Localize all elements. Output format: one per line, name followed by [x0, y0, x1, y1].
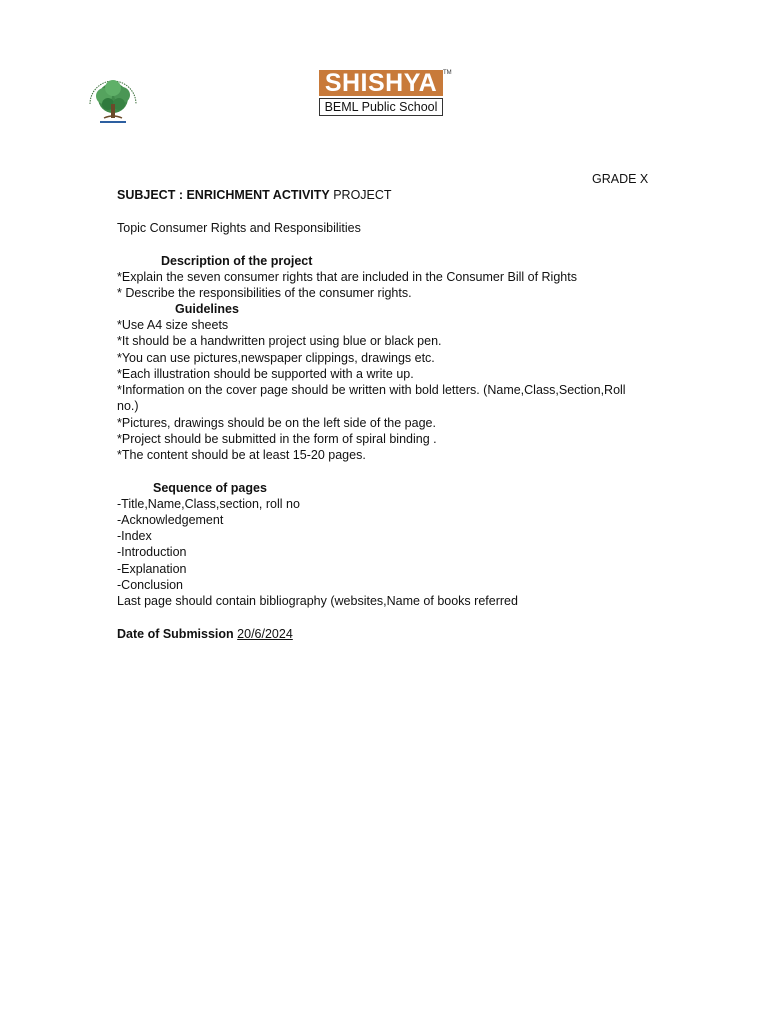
sequence-item: Last page should contain bibliography (websites,Name of books referred	[117, 594, 518, 608]
guideline-item: *Information on the cover page should be written with bold letters. (Name,Class,Section,Roll	[117, 383, 626, 397]
guideline-item: *You can use pictures,newspaper clippings, drawings etc.	[117, 351, 435, 365]
subject-line	[117, 187, 392, 203]
school-logo	[319, 69, 452, 118]
grade-label: GRADE X	[592, 172, 649, 186]
submission-line	[117, 626, 293, 642]
guideline-item: *The content should be at least 15-20 pages.	[117, 448, 366, 462]
sequence-item: -Index	[117, 529, 152, 543]
sequence-item: -Conclusion	[117, 578, 184, 592]
sequence-item: -Title,Name,Class,section, roll no	[117, 497, 300, 511]
subject-label: SUBJECT : ENRICHMENT ACTIVITY	[117, 188, 330, 202]
submission-date: 20/6/2024	[237, 627, 293, 641]
guideline-item: no.)	[117, 399, 139, 413]
guideline-item: *It should be a handwritten project using blue or black pen.	[117, 334, 442, 348]
tree-emblem-icon	[84, 74, 142, 128]
topic-line: Topic Consumer Rights and Responsibilities	[117, 221, 361, 235]
submission-label: Date of Submission	[117, 627, 234, 641]
trademark-mark: TM	[443, 70, 452, 76]
description-item: * Describe the responsibilities of the consumer rights.	[117, 286, 412, 300]
sequence-item: -Explanation	[117, 562, 187, 576]
guideline-item: *Pictures, drawings should be on the left side of the page.	[117, 416, 436, 430]
guideline-item: *Project should be submitted in the form of spiral binding .	[117, 432, 437, 446]
sequence-item: -Introduction	[117, 545, 187, 559]
description-heading: Description of the project	[161, 254, 313, 268]
guideline-item: *Each illustration should be supported with a write up.	[117, 367, 414, 381]
sequence-item: -Acknowledgement	[117, 513, 224, 527]
sequence-heading: Sequence of pages	[153, 481, 267, 495]
brand-name: SHISHYA	[319, 70, 443, 96]
school-name: BEML Public School	[319, 98, 443, 116]
description-item: *Explain the seven consumer rights that are included in the Consumer Bill of Rights	[117, 270, 577, 284]
guidelines-heading: Guidelines	[175, 302, 239, 316]
subject-value: PROJECT	[329, 188, 392, 202]
guideline-item: *Use A4 size sheets	[117, 318, 229, 332]
